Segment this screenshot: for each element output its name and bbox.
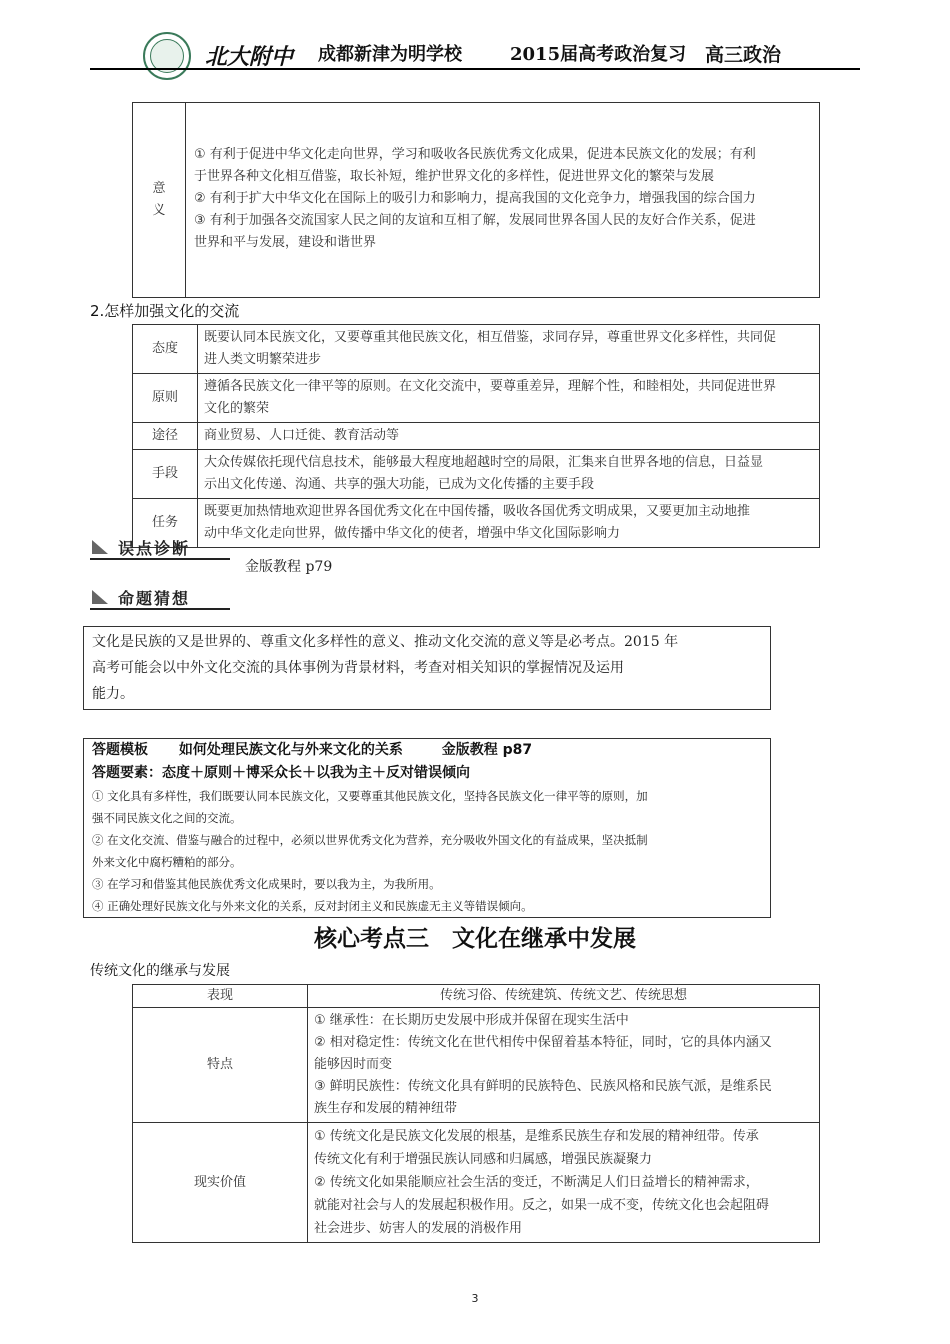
significance-label: 意 义 xyxy=(133,103,186,298)
tradition-table xyxy=(132,984,820,1243)
row-label: 原则 xyxy=(133,374,198,423)
triangle-marker-icon xyxy=(90,538,112,556)
course-name: 2015届高考政治复习 xyxy=(510,44,687,65)
school-name: 成都新津为明学校 xyxy=(318,44,462,65)
table-row xyxy=(133,450,820,499)
row-label: 途径 xyxy=(133,423,198,450)
answer-point: ② 在文化交流、借鉴与融合的过程中，必须以世界优秀文化为营养，充分吸收外国文化的有益成果，坚决抵制 xyxy=(92,833,648,847)
answer-template-box xyxy=(83,738,771,918)
answer-template-heading-row xyxy=(92,739,762,761)
significance-line: ② 有利于扩大中华文化在国际上的吸引力和影响力，提高我国的文化竞争力，增强我国的综合国力 xyxy=(194,191,756,206)
row-text: ① 传统文化是民族文化发展的根基，是维系民族生存和发展的精神纽带。传承 传统文化有利于增强民族认同感和归属感，增强民族凝聚力 ② 传统文化如果能顺应社会生活的变迁，不断满足人们日益增长的精神需求， 就能对社会与人的发展起积极作用。反之，如果一成不变，传统文化也会起阻碍 社会进步、妨害人的发展的消极作用 xyxy=(308,1123,820,1243)
answer-template-heading: 答题模板 xyxy=(92,742,148,758)
grade-name: 高三政治 xyxy=(705,44,782,66)
page-number: 3 xyxy=(471,1292,479,1305)
proposition-line: 能力。 xyxy=(92,686,134,702)
proposition-box xyxy=(83,626,771,710)
answer-points xyxy=(92,785,762,917)
significance-line: 世界和平与发展，建设和谐世界 xyxy=(194,235,377,250)
section-2-title: 2.怎样加强文化的交流 xyxy=(90,302,240,320)
table-row xyxy=(133,423,820,450)
row-label: 态度 xyxy=(133,325,198,374)
tag-label: 误点诊断 xyxy=(118,538,191,558)
proposition-tag xyxy=(90,586,230,610)
table-row xyxy=(133,325,820,374)
row-text: ① 继承性：在长期历史发展中形成并保留在现实生活中 ② 相对稳定性：传统文化在世代相传中保留着基本特征，同时，它的具体内涵又 能够因时而变 ③ 鲜明民族性：传统文化具有鲜明的民族特色、民族风格和民族气派，是维系民 族生存和发展的精神纽带 xyxy=(308,1008,820,1123)
answer-template-topic: 如何处理民族文化与外来文化的关系 xyxy=(178,742,403,758)
significance-line: 于世界各种文化相互借鉴，取长补短，维护世界文化的多样性，促进世界文化的繁荣与发展 xyxy=(194,169,715,184)
answer-point: ③ 在学习和借鉴其他民族优秀文化成果时，要以我为主，为我所用。 xyxy=(92,877,441,891)
school-logo-text: 北大附中 xyxy=(205,44,294,70)
significance-content xyxy=(186,103,820,298)
row-label: 表现 xyxy=(133,985,308,1008)
row-text: 遵循各民族文化一律平等的原则。在文化交流中，要尊重差异，理解个性，和睦相处，共同促进世界 文化的繁荣 xyxy=(198,374,820,423)
table-row xyxy=(133,1123,820,1243)
answer-elements: 答题要素：态度＋原则＋博采众长＋以我为主＋反对错误倾向 xyxy=(92,765,470,781)
row-label: 手段 xyxy=(133,450,198,499)
row-label: 任务 xyxy=(133,499,198,548)
table-row xyxy=(133,499,820,548)
core-point-subtitle: 传统文化的继承与发展 xyxy=(90,963,230,979)
answer-point: 外来文化中腐朽糟粕的部分。 xyxy=(92,855,242,869)
row-text: 商业贸易、人口迁徙、教育活动等 xyxy=(198,423,820,450)
exchange-table xyxy=(132,324,820,548)
table-row xyxy=(133,374,820,423)
answer-point: ① 文化具有多样性，我们既要认同本民族文化，又要尊重其他民族文化，坚持各民族文化一律平等的原则，加 xyxy=(92,789,648,803)
significance-table xyxy=(132,102,820,298)
row-text: 传统习俗、传统建筑、传统文艺、传统思想 xyxy=(308,985,820,1008)
significance-line: ① 有利于促进中华文化走向世界，学习和吸收各民族优秀文化成果，促进本民族文化的发展；有利 xyxy=(194,147,756,162)
significance-line: ③ 有利于加强各交流国家人民之间的友谊和互相了解，发展同世界各国人民的友好合作关系，促进 xyxy=(194,213,756,228)
error-diagnosis-tag xyxy=(90,536,230,560)
row-text: 既要更加热情地欢迎世界各国优秀文化在中国传播，吸收各国优秀文明成果，又要更加主动地推 动中华文化走向世界，做传播中华文化的使者，增强中华文化国际影响力 xyxy=(198,499,820,548)
row-text: 大众传媒依托现代信息技术，能够最大程度地超越时空的局限，汇集来自世界各地的信息，日益显 示出文化传递、沟通、共享的强大功能，已成为文化传播的主要手段 xyxy=(198,450,820,499)
answer-point: 强不同民族文化之间的交流。 xyxy=(92,811,242,825)
tag-label: 命题猜想 xyxy=(118,588,191,608)
proposition-line: 文化是民族的又是世界的、尊重文化多样性的意义、推动文化交流的意义等是必考点。2015 年 xyxy=(92,634,679,650)
core-point-title: 核心考点三 文化在继承中发展 xyxy=(314,926,636,952)
error-diagnosis-ref: 金版教程 p79 xyxy=(245,559,333,575)
table-row xyxy=(133,985,820,1008)
header-rule xyxy=(90,68,860,70)
answer-template-ref: 金版教程 p87 xyxy=(441,742,533,758)
row-text: 既要认同本民族文化，又要尊重其他民族文化，相互借鉴，求同存异，尊重世界文化多样性，共同促 进人类文明繁荣进步 xyxy=(198,325,820,374)
row-label: 现实价值 xyxy=(133,1123,308,1243)
proposition-line: 高考可能会以中外文化交流的具体事例为背景材料，考查对相关知识的掌握情况及运用 xyxy=(92,660,624,676)
table-row xyxy=(133,1008,820,1123)
row-label: 特点 xyxy=(133,1008,308,1123)
answer-point: ④ 正确处理好民族文化与外来文化的关系，反对封闭主义和民族虚无主义等错误倾向。 xyxy=(92,899,533,913)
triangle-marker-icon xyxy=(90,588,112,606)
school-logo xyxy=(143,32,191,80)
